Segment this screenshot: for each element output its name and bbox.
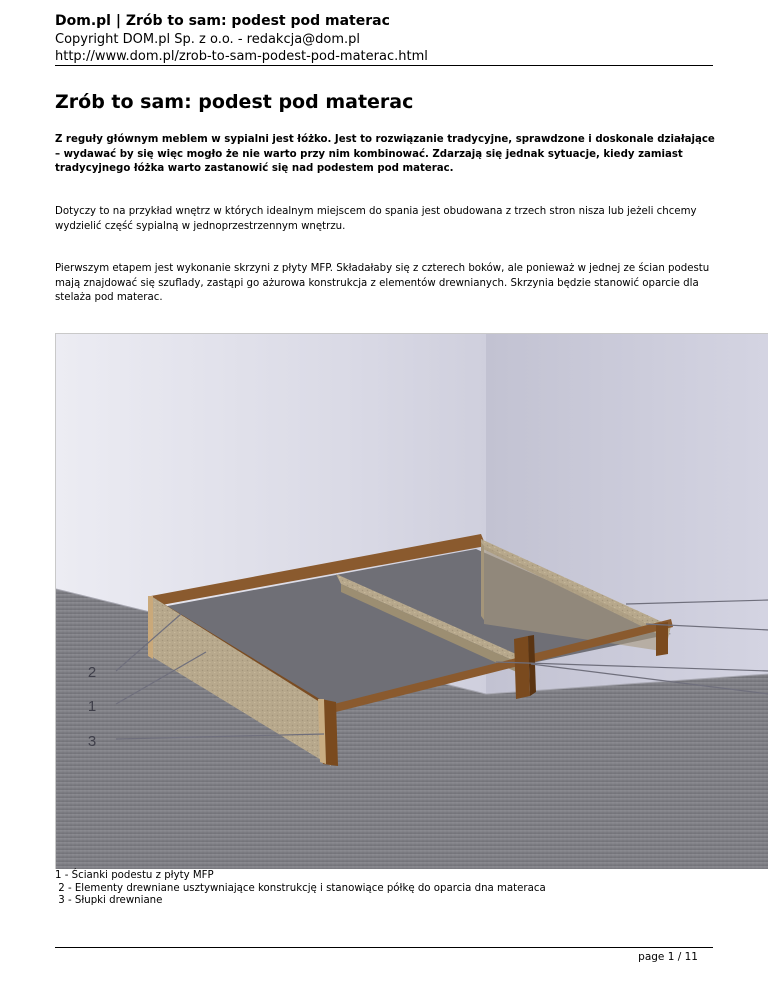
document-header bbox=[55, 12, 715, 65]
paragraph-1: Dotyczy to na przykład wnętrz w których idealnym miejscem do spania jest obudowana z trzech stron nisza lub jeżeli chcemy wydzielić część sypialną w jednoprzestrzennym wnętrzu. bbox=[55, 206, 697, 232]
header-divider bbox=[55, 65, 713, 66]
figure-caption bbox=[55, 870, 755, 908]
site-title: Dom.pl | Zrób to sam: podest pod materac bbox=[55, 13, 390, 29]
paragraph-2: Pierwszym etapem jest wykonanie skrzyni z płyty MFP. Składałaby się z czterech boków, ale ponieważ w jednej ze ścian podestu mają znajdować się szuflady, zastąpi go ażurowa konstrukcja z elementów drewnianych. Skrzynia będzie stanowić oparcie dla stelaża pod materac. bbox=[55, 263, 710, 304]
page-number: page 1 / 11 bbox=[638, 951, 698, 963]
article-title: Zrób to sam: podest pod materac bbox=[55, 91, 414, 113]
bed-platform-illustration bbox=[55, 333, 768, 869]
copyright-line: Copyright DOM.pl Sp. z o.o. - redakcja@dom.pl bbox=[55, 32, 361, 47]
source-url[interactable]: http://www.dom.pl/zrob-to-sam-podest-pod-materac.html bbox=[55, 49, 428, 64]
marker-3: 3 bbox=[87, 733, 97, 750]
marker-2: 2 bbox=[87, 664, 97, 681]
footer-divider bbox=[55, 947, 713, 948]
caption-line-3: 3 - Słupki drewniane bbox=[55, 895, 163, 907]
caption-line-2: 2 - Elementy drewniane usztywniające konstrukcję i stanowiące półkę do oparcia dna materaca bbox=[55, 882, 546, 894]
caption-line-1: 1 - Ścianki podestu z płyty MFP bbox=[55, 870, 214, 881]
article-intro: Z reguły głównym meblem w sypialni jest łóżko. Jest to rozwiązanie tradycyjne, sprawdzone i doskonale działające – wydawać by się więc mogło że nie warto przy nim kombinować. Zdarzają się jednak sytuacje, kiedy zamiast tradycyjnego łóżka warto zastanowić się nad podestem pod materac. bbox=[55, 134, 715, 175]
marker-1: 1 bbox=[87, 698, 97, 715]
